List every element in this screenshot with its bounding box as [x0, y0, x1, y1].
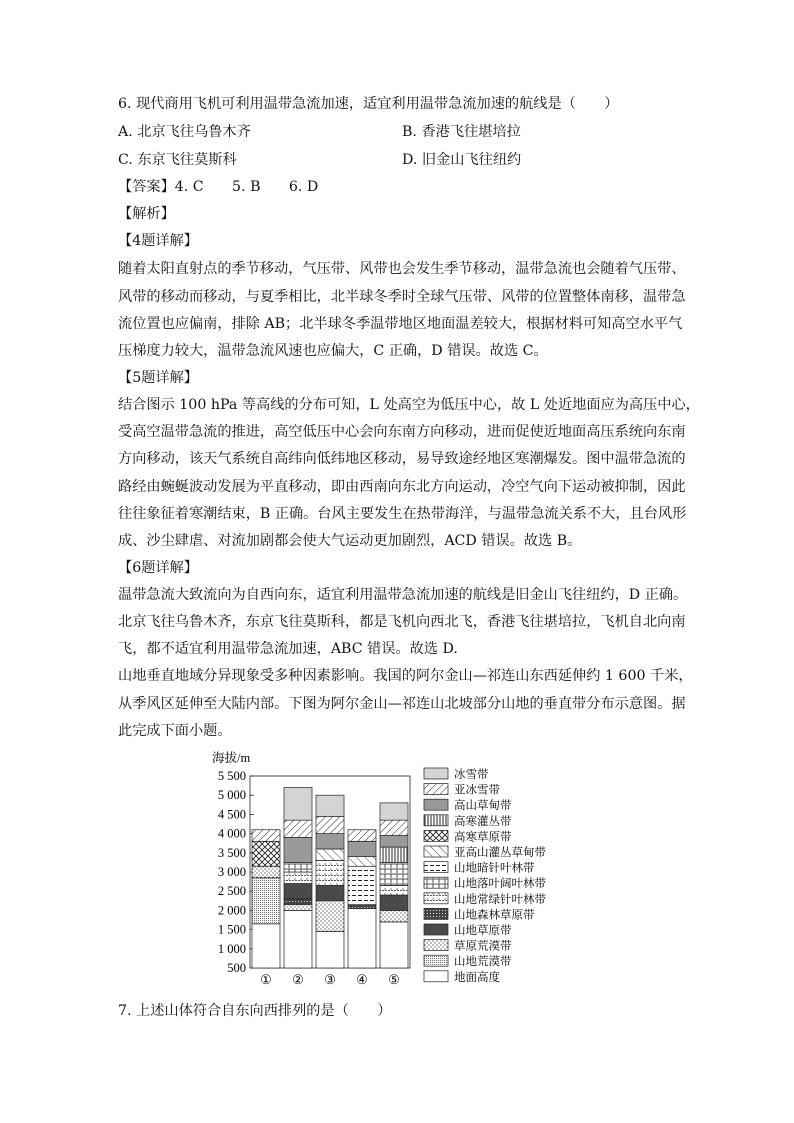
y-tick-label: 500 [227, 961, 246, 975]
legend-swatch [424, 908, 448, 919]
q6-line: 飞，都不适宜利用温带急流加速，ABC 错误。故选 D. [118, 641, 458, 657]
q6-stem: 6. 现代商用飞机可利用温带急流加速，适宜利用温带急流加速的航线是（ ） [118, 96, 619, 112]
vertical-zone-chart [196, 748, 606, 990]
bar-segment [316, 932, 344, 968]
bar-segment [284, 837, 312, 862]
bar-segment [252, 830, 280, 842]
legend-label: 山地草原带 [454, 925, 512, 937]
bar-segment [252, 841, 280, 866]
q6-line: 温带急流大致流向为自西向东，适宜利用温带急流加速的航线是旧金山飞往纽约，D 正确。 [118, 587, 688, 603]
y-tick-label: 3 000 [217, 865, 246, 879]
y-axis-label: 海拔/m [212, 751, 251, 765]
bar-segment [348, 857, 376, 867]
bar-segment [380, 922, 408, 968]
bar-segment [380, 803, 408, 820]
bar-segment [316, 885, 344, 900]
y-tick-label: 4 500 [217, 807, 246, 822]
x-tick-label: ② [292, 972, 304, 987]
y-tick-label: 5 500 [217, 769, 246, 783]
q6-option-b: B. 香港飞往堪培拉 [402, 124, 521, 140]
bar-segment [348, 866, 376, 904]
legend-label: 高寒灌丛带 [454, 815, 512, 828]
bar-segment [348, 841, 376, 856]
legend-swatch [424, 830, 448, 841]
bar-segment [284, 788, 312, 821]
bar-segment [252, 924, 280, 968]
legend-swatch [424, 924, 448, 935]
legend-label: 冰雪带 [454, 769, 489, 781]
bar-segment [380, 885, 408, 895]
bar-segment [252, 878, 280, 924]
bar-segment [380, 910, 408, 922]
legend-swatch [424, 862, 448, 873]
legend-swatch [424, 799, 448, 810]
q6-title: 【6题详解】 [118, 560, 198, 576]
q4-line: 风带的移动而移动，与夏季相比，北半球冬季时全球气压带、风带的位置整体南移，温带急 [118, 289, 686, 305]
bar-segment [348, 830, 376, 842]
analysis-title: 【解析】 [118, 206, 175, 222]
legend-label: 高寒草原带 [454, 831, 512, 844]
legend-swatch [424, 971, 448, 982]
bar-segment [380, 862, 408, 885]
q5-title: 【5题详解】 [118, 370, 198, 386]
q7-stem: 7. 上述山体符合自东向西排列的是（ ） [118, 1003, 392, 1019]
q5-line: 方向移动，该天气系统自高纬向低纬地区移动，易导致途经地区寒潮爆发。图中温带急流的 [118, 451, 686, 467]
y-tick-label: 2 500 [217, 884, 246, 899]
legend-label: 山地常绿针叶林带 [454, 893, 546, 906]
legend-swatch [424, 877, 448, 888]
bar-segment [348, 905, 376, 909]
bar-segment [284, 884, 312, 899]
legend-swatch [424, 893, 448, 904]
y-tick-label: 4 000 [217, 826, 246, 841]
bar-segment [316, 795, 344, 816]
bar-segment [316, 816, 344, 833]
q6-option-d: D. 旧金山飞往纽约 [402, 152, 522, 168]
legend-label: 山地荒漠带 [454, 956, 512, 969]
bar-segment [380, 820, 408, 835]
x-tick-label: ④ [356, 972, 368, 987]
x-tick-label: ③ [324, 972, 336, 987]
bar-segment [284, 820, 312, 837]
q5-line: 路经由蜿蜒波动发展为平直移动，即由西南向东北方向运动，冷空气向下运动被抑制，因此 [118, 479, 686, 495]
intro-line: 此完成下面小题。 [118, 723, 232, 739]
legend-swatch [424, 940, 448, 951]
legend-label: 高山草甸带 [454, 800, 512, 813]
bar-segment [284, 862, 312, 872]
q6-option-a: A. 北京飞往乌鲁木齐 [118, 124, 251, 140]
q5-line: 受高空温带急流的推进，高空低压中心会向东南方向移动，进而促使近地面高压系统向东南 [118, 424, 686, 440]
answer-line: 【答案】4. C 5. B 6. D [118, 179, 319, 195]
intro-line: 从季风区延伸至大陆内部。下图为阿尔金山—祁连山北坡部分山地的垂直带分布示意图。据 [118, 696, 686, 712]
legend-swatch [424, 955, 448, 966]
y-tick-label: 3 500 [217, 845, 246, 860]
y-tick-label: 5 000 [217, 788, 246, 803]
legend-swatch [424, 784, 448, 795]
bar-segment [284, 910, 312, 968]
bar-segment [316, 860, 344, 885]
bar-segment [348, 908, 376, 968]
q4-line: 流位置也应偏南，排除 AB；北半球冬季温带地区地面温差较大，根据材料可知高空水平气 [118, 316, 683, 332]
legend-label: 亚冰雪带 [454, 784, 500, 797]
bar-segment [316, 849, 344, 861]
q5-line: 结合图示 100 hPa 等高线的分布可知，L 处高空为低压中心，故 L 处近地面应为高压中心， [118, 397, 700, 413]
legend-swatch [424, 768, 448, 779]
legend-label: 草原荒漠带 [454, 940, 512, 953]
x-tick-label: ⑤ [388, 972, 400, 987]
y-tick-label: 2 000 [217, 903, 246, 918]
legend-label: 亚高山灌丛草甸带 [454, 847, 546, 859]
q5-line: 成、沙尘肆虐、对流加剧都会使大气运动更加剧烈，ACD 错误。故选 B。 [118, 533, 582, 549]
bar-segment [380, 895, 408, 910]
bar-segment [316, 834, 344, 849]
legend-label: 山地森林草原带 [454, 909, 535, 922]
legend-label: 山地暗针叶林带 [454, 862, 535, 875]
bar-segment [380, 836, 408, 848]
bar-segment [284, 872, 312, 884]
legend-swatch [424, 846, 448, 857]
q4-title: 【4题详解】 [118, 233, 198, 249]
legend-label: 山地落叶阔叶林带 [454, 878, 546, 891]
legend-label: 地面高度 [454, 971, 500, 984]
q6-line: 北京飞往乌鲁木齐，东京飞往莫斯科，都是飞机向西北飞，香港飞往堪培拉，飞机自北向南 [118, 614, 686, 630]
q4-line: 压梯度力较大，温带急流风速也应偏大，C 正确，D 错误。故选 C。 [118, 343, 548, 359]
q5-line: 往往象征着寒潮结束，B 正确。台风主要发生在热带海洋，与温带急流关系不大，且台风形 [118, 506, 687, 522]
bar-segment [284, 899, 312, 905]
bar-segment [284, 905, 312, 911]
q6-option-c: C. 东京飞往莫斯科 [118, 152, 237, 168]
bar-segment [316, 901, 344, 932]
bar-segment [380, 847, 408, 862]
intro-line: 山地垂直地域分异现象受多种因素影响。我国的阿尔金山—祁连山东西延伸约 1 600 千米， [118, 668, 693, 684]
q4-line: 随着太阳直射点的季节移动，气压带、风带也会发生季节移动，温带急流也会随着气压带、 [118, 261, 686, 277]
x-tick-label: ① [260, 972, 272, 987]
y-tick-label: 1 500 [217, 922, 246, 937]
y-tick-label: 1 000 [217, 941, 246, 956]
legend-swatch [424, 815, 448, 826]
bar-segment [252, 866, 280, 878]
